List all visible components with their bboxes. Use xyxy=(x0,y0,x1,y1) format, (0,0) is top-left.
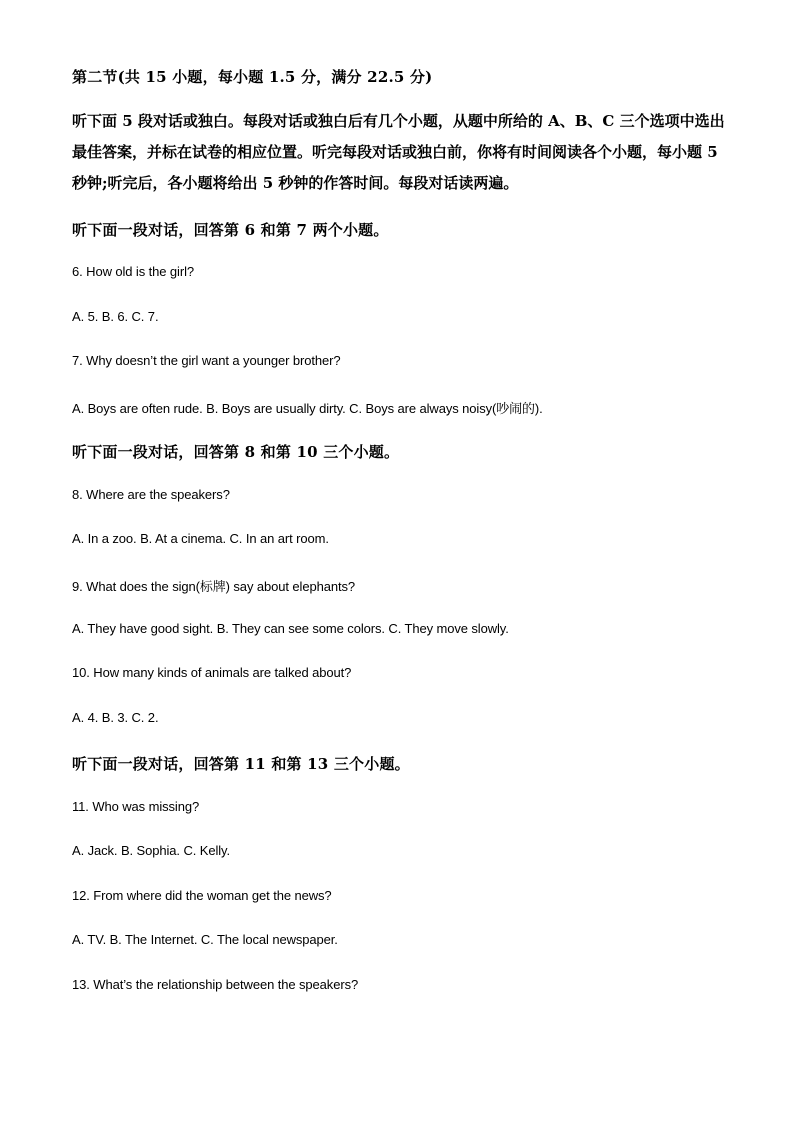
group-heading-1: 听下面一段对话，回答第 6 和第 7 两个小题。 xyxy=(72,221,389,239)
section-heading: 第二节(共 15 小题，每小题 1.5 分，满分 22.5 分) xyxy=(72,68,433,86)
options-11: A. Jack. B. Sophia. C. Kelly. xyxy=(72,843,230,858)
question-9: 9. What does the sign(标牌) say about elephants? xyxy=(72,579,356,594)
question-7: 7. Why doesn’t the girl want a younger brother? xyxy=(72,353,341,368)
options-8: A. In a zoo. B. At a cinema. C. In an art room. xyxy=(72,531,329,546)
options-12: A. TV. B. The Internet. C. The local newspaper. xyxy=(72,932,338,947)
options-6: A. 5. B. 6. C. 7. xyxy=(72,309,159,324)
group-heading-3: 听下面一段对话，回答第 11 和第 13 三个小题。 xyxy=(72,755,410,773)
group-heading-2: 听下面一段对话，回答第 8 和第 10 三个小题。 xyxy=(72,443,400,461)
question-13: 13. What’s the relationship between the speakers? xyxy=(72,977,359,992)
question-8: 8. Where are the speakers? xyxy=(72,487,230,502)
options-9: A. They have good sight. B. They can see some colors. C. They move slowly. xyxy=(72,621,509,636)
question-6: 6. How old is the girl? xyxy=(72,264,194,279)
options-7: A. Boys are often rude. B. Boys are usually dirty. C. Boys are always noisy(吵闹的). xyxy=(72,401,543,416)
instructions-paragraph: 听下面 5 段对话或独白。每段对话或独白后有几个小题，从题中所给的 A、B、C 三个选项中选出最佳答案，并标在试卷的相应位置。听完每段对话或独白前，你将有时间阅读各个小题，每小题 5 秒钟;听完后，各小题将给出 5 秒钟的作答时间。每段对话读两遍。 xyxy=(72,112,725,192)
options-10: A. 4. B. 3. C. 2. xyxy=(72,710,159,725)
question-12: 12. From where did the woman get the news? xyxy=(72,888,332,903)
question-10: 10. How many kinds of animals are talked about? xyxy=(72,665,352,680)
question-11: 11. Who was missing? xyxy=(72,799,200,814)
